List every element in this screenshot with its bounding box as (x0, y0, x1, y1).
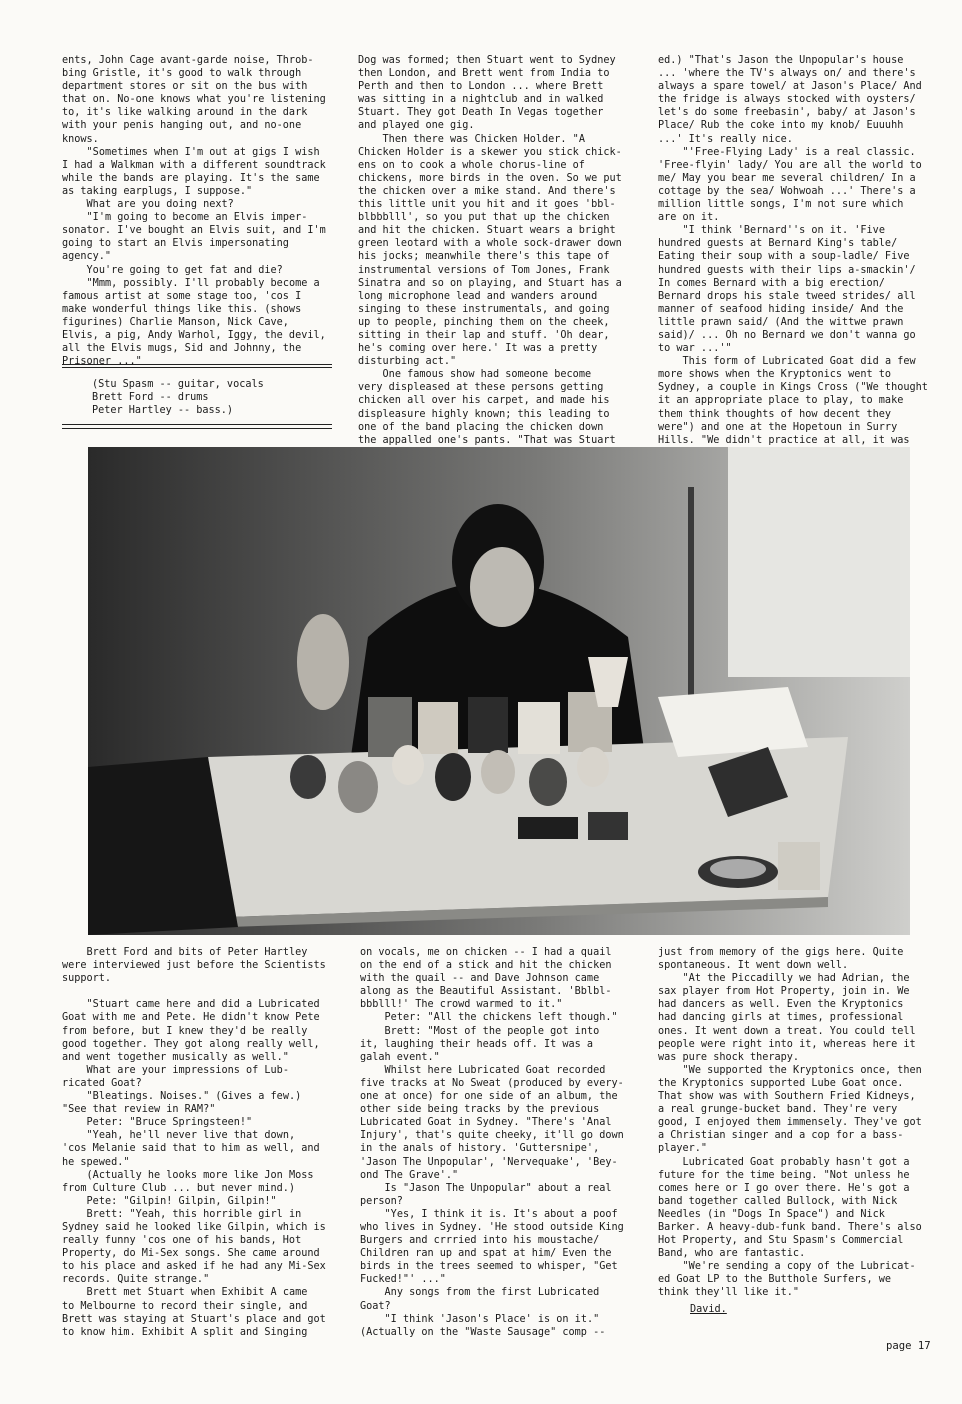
divider-rule (62, 424, 332, 425)
column-4-text: Brett Ford and bits of Peter Hartley were interviewed just before the Scientists support. "Stuart came here and did a Lubricated Goat with me and Pete. He didn't know Pete from before, but I knew they'd be really good together. They got along really well, and went together musically as well." What are your impressions of Lub- ricated Goat? "Bleatings. Noises." (Gives a few.) "See that review in RAM?" Peter: "Bruce Springsteen!" "Yeah, he'll never live that down, 'cos Melanie said that to him as well, and he spewed." (Actually he looks more like Jon Moss from Culture Club ... but never mind.) Pete: "Gilpin! Gilpin, Gilpin!" Brett: "Yeah, this horrible girl in Sydney said he looked like Gilpin, which is really funny 'cos one of his bands, Hot Property, do Mi-Sex songs. She came around to his place and asked if he had any Mi-Sex records. Quite strange." Brett met Stuart when Exhibit A came to Melbourne to record their single, and Brett was staying at Stuart's place and got to know him. Exhibit A split and Singing (62, 947, 326, 1338)
photo-illustration (88, 447, 910, 935)
author-signature: David. (690, 1304, 727, 1315)
column-2-text: Dog was formed; then Stuart went to Sydney then London, and Brett went from India to Perth and then to London ... where Brett was sitting in a nightclub and in walked Stuart. They got Death In Vegas together and played one gig. Then there was Chicken Holder. "A Chicken Holder is a skewer you stick chick- ens on to cook a whole chorus-line of chickens, more birds in the oven. So we put the chicken over a mike stand. And there's this little unit you hit and it goes 'bbl- blbbblll', so you put that up the chicken and hit the chicken. Stuart wears a bright green leotard with a whole sock-drawer down his jocks; meanwhile there's this tape of instrumental versions of Tom Jones, Frank Sinatra and so on playing, and Stuart has a long microphone lead and wanders around singing to these instrumentals, and going up to people, pinching them on the cheek, sitting in their lap and stuff. 'Oh dear, he's coming over here.' It was a pretty disturbing act." One famous show had someone become very displeased at these persons getting chicken all over his carpet, and made his displeasure highly known; this leading to one of the band placing the chicken down the appalled one's pants. "That was Stuart (358, 55, 622, 446)
column-3-text: ed.) "That's Jason the Unpopular's house ... 'where the TV's always on/ and there's always a spare towel/ at Jason's Place/ And the fridge is always stocked with oysters/ let's do some freebasin', baby/ at Jason's Place/ Rub the coke into my knob/ Euuuhh ...' It's really nice. "'Free-Flying Lady' is a real classic. 'Free-flyin' lady/ You are all the world to me/ May you bear me several children/ In a cottage by the sea/ Wohwoah ...' There's a million little songs, I'm not sure which are on it. "I think 'Bernard''s on it. 'Five hundred guests at Bernard King's table/ Eating their soup with a soup-ladle/ Five hundred guests with their lips a-smackin'/ In comes Bernard with a big erection/ Bernard drops his stale tweed strides/ all manner of seafood hiding inside/ And the little prawn said/ (And the wittwe prawn said)/ ... Oh no Bernard we don't wanna go to war ...'" This form of Lubricated Goat did a few more shows when the Kryptonics went to Sydney, a couple in Kings Cross ("We thought it an appropriate place to play, to make them think thoughts of how decent they were") and one at the Hopetoun in Surry Hills. "We didn't practice at all, it was (658, 55, 928, 446)
divider-rule (62, 364, 332, 365)
column-1-text: ents, John Cage avant-garde noise, Throb- bing Gristle, it's good to walk through department stores or sit on the bus with that on. No-one knows what you're listening to, it's like walking around in the dark with your penis hanging out, and no-one knows. "Sometimes when I'm out at gigs I wish I had a Walkman with a different soundtrack while the bands are playing. It's the same as taking earplugs, I suppose." What are you doing next? "I'm going to become an Elvis imper- sonator. I've bought an Elvis suit, and I'm going to start an Elvis impersonating agency." You're going to get fat and die? "Mmm, possibly. I'll probably become a famous artist at some stage too, 'cos I make wonderful things like this. (shows figurines) Charlie Manson, Nick Cave, Elvis, a pig, Andy Warhol, Iggy, the devil, all the Elvis mugs, Sid and Johnny, the Prisoner ..." (62, 55, 326, 368)
divider-rule (62, 367, 332, 368)
column-6-text: just from memory of the gigs here. Quite spontaneous. It went down well. "At the Piccadilly we had Adrian, the sax player from Hot Property, join in. We had dancers as well. Even the Kryptonics had dancing girls at times, professional ones. It went down a treat. You could tell people were right into it, whereas here it was pure shock therapy. "We supported the Kryptonics once, then the Kryptonics supported Lube Goat once. That show was with Southern Fried Kidneys, a real grunge-bucket band. They're very good, I enjoyed them immensely. They've got a Christian singer and a cop for a bass- player." Lubricated Goat probably hasn't got a future for the time being. "Not unless he comes here or I go over there. He's got a band together called Bullock, with Nick Needles (in "Dogs In Space") and Nick Barker. A heavy-dub-funk band. There's also Hot Property, and Stu Spasm's Commercial Band, who are fantastic. "We're sending a copy of the Lubricat- ed Goat LP to the Butthole Surfers, we think they'll like it." (658, 947, 922, 1299)
column-5-text: on vocals, me on chicken -- I had a quail on the end of a stick and hit the chicken with the quail -- and Dave Johnson came along as the Beautiful Assistant. 'Bblbl- bbblll!' The crowd warmed to it." Peter: "All the chickens left though." Brett: "Most of the people got into it, laughing their heads off. It was a galah event." Whilst here Lubricated Goat recorded five tracks at No Sweat (produced by every- one at once) for one side of an album, the other side being tracks by the previous Lubricated Goat in Sydney. "There's 'Anal Injury', that's quite cheeky, it'll go down in the anals of history. 'Guttersnipe', 'Jason The Unpopular', 'Nervequake', 'Bey- ond The Grave'." Is "Jason The Unpopular" about a real person? "Yes, I think it is. It's about a poof who lives in Sydney. 'He stood outside King Burgers and crrried into his moustache/ Children ran up and spat at him/ Even the birds in the trees seemed to whisper, "Get Fucked!"' ..." Any songs from the first Lubricated Goat? "I think 'Jason's Place' is on it." (Actually on the "Waste Sausage" comp -- (360, 947, 624, 1338)
page-number: page 17 (886, 1340, 931, 1352)
band-credits: (Stu Spasm -- guitar, vocals Brett Ford -- drums Peter Hartley -- bass.) (92, 379, 264, 417)
divider-rule (62, 428, 332, 429)
photo-musician-with-figurines (88, 447, 910, 935)
